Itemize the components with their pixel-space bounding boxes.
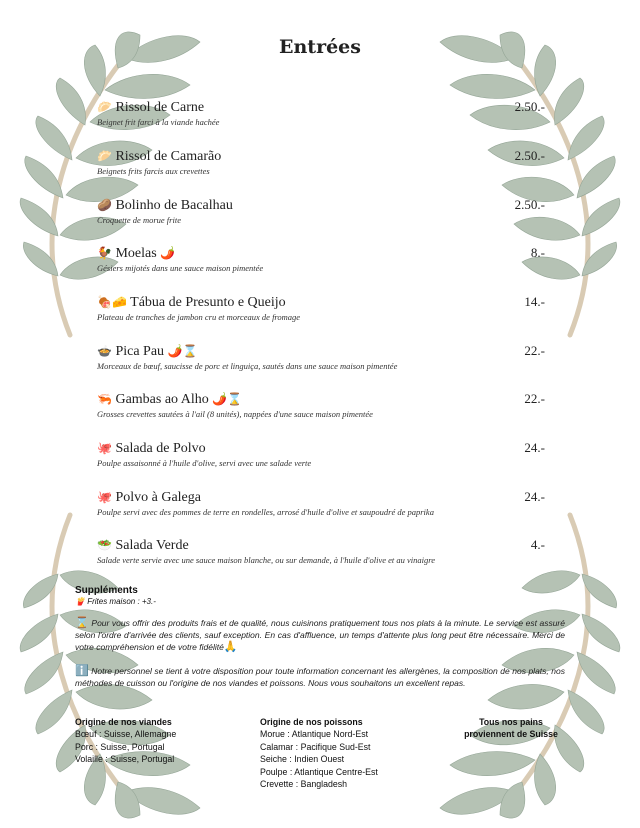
dish-name: 🥟 Rissol de Camarão [97,149,222,164]
dish-price: 2.50.- [514,99,545,114]
dumpling-icon: 🥟 [97,149,112,163]
dish-description: Beignet frit farci à la viande hachée [97,117,220,127]
dish-item [97,99,545,127]
dish-name: 🍖🧀 Tábua de Presunto e Queijo [97,295,286,310]
dish-description: Morceaux de bœuf, saucisse de porc et linguiça, sautés dans une sauce maison pimentée [97,361,398,371]
dish-description: Croquette de morue frite [97,215,181,225]
chili-pepper-icon: 🌶️ [160,246,176,260]
dish-item [97,197,545,225]
supplement-item: 🍟 Frites maison : +3.- [75,597,156,606]
info-icon: ℹ️ [75,665,89,677]
meat-origin-line: Porc : Suisse, Portugal [75,741,165,752]
shrimp-icon: 🦐 [97,392,112,406]
info-note [75,665,565,689]
rooster-icon: 🐓 [97,246,112,260]
page-title: Entrées [279,36,361,58]
service-note-text: Pour vous offrir des produits frais et de qualité, nous cuisinons pratiquement tous nos plats à la minute. Le service est assuré selon l'ordre d'arrivée des clients, sauf exception. En cas d'affluence, un temps d'attente plus long peut être nécessaire. Merci de votre compréhension et de votre fidélité [75,618,565,652]
dish-item [97,245,545,273]
info-note-text: Notre personnel se tient à votre disposition pour toute information concernant les allergènes, la composition de nos plats, nos méthodes de cuisson ou l'origine de nos viandes et poissons. Nous vous souhaitons un excellent repas. [75,666,565,688]
dish-description: Beignets frits farcis aux crevettes [97,166,210,176]
meat-origin-line: Bœuf : Suisse, Allemagne [75,729,177,740]
fish-origin-line: Seiche : Indien Ouest [260,754,345,765]
dish-price: 22.- [524,391,545,406]
fish-origin-line: Crevette : Bangladesh [260,779,348,790]
potato-icon: 🥔 [97,198,112,212]
dish-description: Gésiers mijotés dans une sauce maison pimentée [97,263,264,273]
meat-origin-line: Volaille : Suisse, Portugal [75,754,175,765]
dish-name: 🥟 Rissol de Carne [97,100,205,115]
dish-description: Plateau de tranches de jambon cru et morceaux de fromage [97,312,301,322]
octopus-icon: 🐙 [97,441,112,455]
dish-price: 2.50.- [514,197,545,212]
dish-item [97,294,545,322]
salad-icon: 🥗 [97,538,112,552]
dish-name: 🐓 Moelas 🌶️ [97,246,176,261]
meat-cheese-icon: 🍖🧀 [97,295,127,309]
dish-price: 24.- [524,440,545,455]
dish-name: 🐙 Salada de Polvo [97,441,206,456]
dish-description: Poulpe servi avec des pommes de terre en rondelles, arrosé d'huile d'olive et saupoudré de paprika [97,507,434,517]
chili-hourglass-icon: 🌶️⌛ [167,344,198,358]
dish-price: 14.- [524,294,545,309]
fish-origin-section [260,716,378,790]
octopus-icon: 🐙 [97,490,112,504]
chili-hourglass-icon: 🌶️⌛ [212,392,243,406]
dish-name: 🥔 Bolinho de Bacalhau [97,198,233,213]
meat-origin-title: Origine de nos viandes [75,717,172,727]
dish-item [97,537,545,565]
supplements-section [75,585,565,606]
fish-origin-line: Poulpe : Atlantique Centre-Est [260,766,378,777]
service-note [75,617,565,653]
praying-hands-icon: 🙏 [223,641,238,653]
bread-origin-line: proviennent de Suisse [464,729,558,740]
fish-origin-line: Calamar : Pacifique Sud-Est [260,741,371,752]
dish-name: 🐙 Polvo à Galega [97,490,201,505]
dish-item [97,343,545,371]
fish-origin-line: Morue : Atlantique Nord-Est [260,729,369,740]
fries-icon: 🍟 [75,597,85,606]
dish-item [97,440,545,468]
dish-name: 🥗 Salada Verde [97,538,189,553]
dish-name: 🦐 Gambas ao Alho 🌶️⌛ [97,392,243,407]
dish-price: 24.- [524,489,545,504]
dish-price: 22.- [524,343,545,358]
bread-origin-line: Tous nos pains [479,717,543,727]
dish-item [97,148,545,176]
supplements-title: Suppléments [75,585,138,596]
dish-description: Grosses crevettes sautées à l'ail (8 unités), nappées d'une sauce maison pimentée [97,409,373,419]
meat-origin-section [75,716,176,766]
dish-name: 🍲 Pica Pau 🌶️⌛ [97,344,198,359]
dish-price: 4.- [530,537,545,552]
dish-price: 2.50.- [514,148,545,163]
dish-item [97,489,545,517]
pastry-icon: 🥟 [97,100,112,114]
dish-description: Poulpe assaisonné à l'huile d'olive, servi avec une salade verte [97,458,312,468]
dish-item [97,391,545,419]
dish-price: 8.- [530,245,545,260]
dish-description: Salade verte servie avec une sauce maison blanche, ou sur demande, à l'huile d'olive et au vinaigre [97,555,436,565]
stew-pot-icon: 🍲 [97,344,112,358]
bread-origin-section [452,716,570,741]
hourglass-icon: ⌛ [75,617,89,629]
fish-origin-title: Origine de nos poissons [260,717,363,727]
